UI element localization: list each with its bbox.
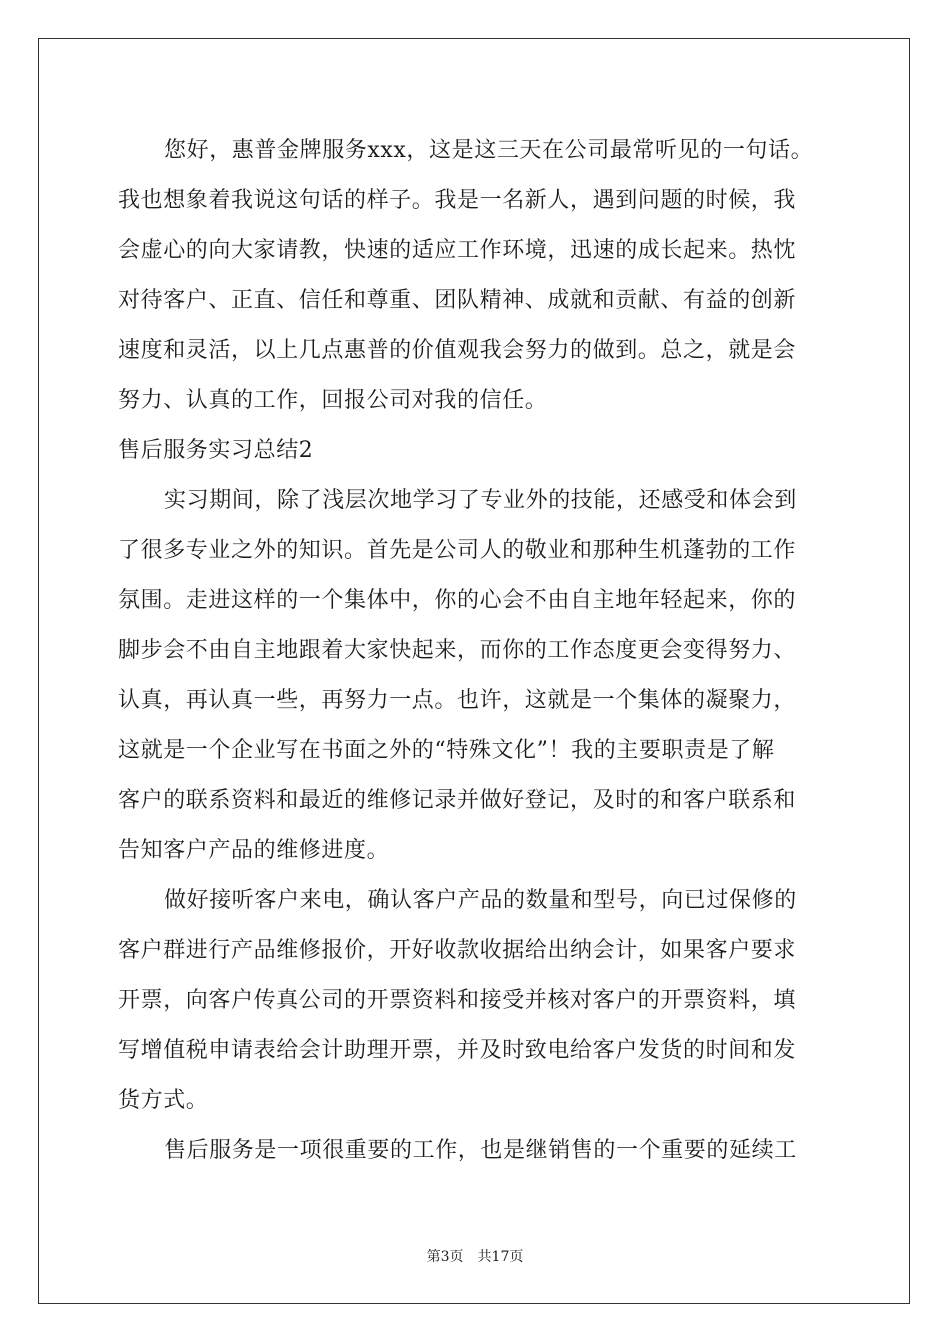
paragraph-line: 客户的联系资料和最近的维修记录并做好登记，及时的和客户联系和 [118, 788, 797, 813]
paragraph-line: 会虚心的向大家请教，快速的适应工作环境，迅速的成长起来。热忱 [118, 238, 797, 263]
paragraph-line: 开票，向客户传真公司的开票资料和接受并核对客户的开票资料，填 [118, 988, 797, 1013]
paragraph-line: 脚步会不由自主地跟着大家快起来，而你的工作态度更会变得努力、 [118, 638, 797, 663]
paragraph-line: 告知客户产品的维修进度。 [118, 838, 390, 863]
paragraph-line: 货方式。 [118, 1088, 209, 1113]
paragraph-line: 写增值税申请表给会计助理开票，并及时致电给客户发货的时间和发 [118, 1038, 797, 1063]
page-footer [0, 1246, 950, 1266]
document-body [118, 126, 838, 1176]
page-total: 共17页 [477, 1249, 524, 1265]
paragraph-line: 氛围。走进这样的一个集体中，你的心会不由自主地年轻起来，你的 [118, 588, 797, 613]
paragraph-line: 您好，惠普金牌服务xxx，这是这三天在公司最常听见的一句话。 [164, 138, 814, 163]
paragraph-line: 售后服务是一项很重要的工作，也是继销售的一个重要的延续工 [164, 1138, 797, 1163]
paragraph-line: 我也想象着我说这句话的样子。我是一名新人，遇到问题的时候，我 [118, 188, 797, 213]
paragraph-line: 这就是一个企业写在书面之外的“特殊文化”！我的主要职责是了解 [118, 738, 775, 763]
paragraph-line: 客户群进行产品维修报价，开好收款收据给出纳会计，如果客户要求 [118, 938, 797, 963]
paragraph-line: 速度和灵活，以上几点惠普的价值观我会努力的做到。总之，就是会 [118, 338, 797, 363]
paragraph-line: 做好接听客户来电，确认客户产品的数量和型号，向已过保修的 [164, 888, 797, 913]
page-number: 第3页 [426, 1249, 464, 1265]
paragraph-line: 了很多专业之外的知识。首先是公司人的敬业和那种生机蓬勃的工作 [118, 538, 797, 563]
paragraph-line: 努力、认真的工作，回报公司对我的信任。 [118, 388, 548, 413]
paragraph-line: 实习期间，除了浅层次地学习了专业外的技能，还感受和体会到 [164, 488, 797, 513]
paragraph-line: 认真，再认真一些，再努力一点。也许，这就是一个集体的凝聚力， [118, 688, 797, 713]
section-heading: 售后服务实习总结2 [118, 438, 314, 463]
paragraph-line: 对待客户、正直、信任和尊重、团队精神、成就和贡献、有益的创新 [118, 288, 797, 313]
